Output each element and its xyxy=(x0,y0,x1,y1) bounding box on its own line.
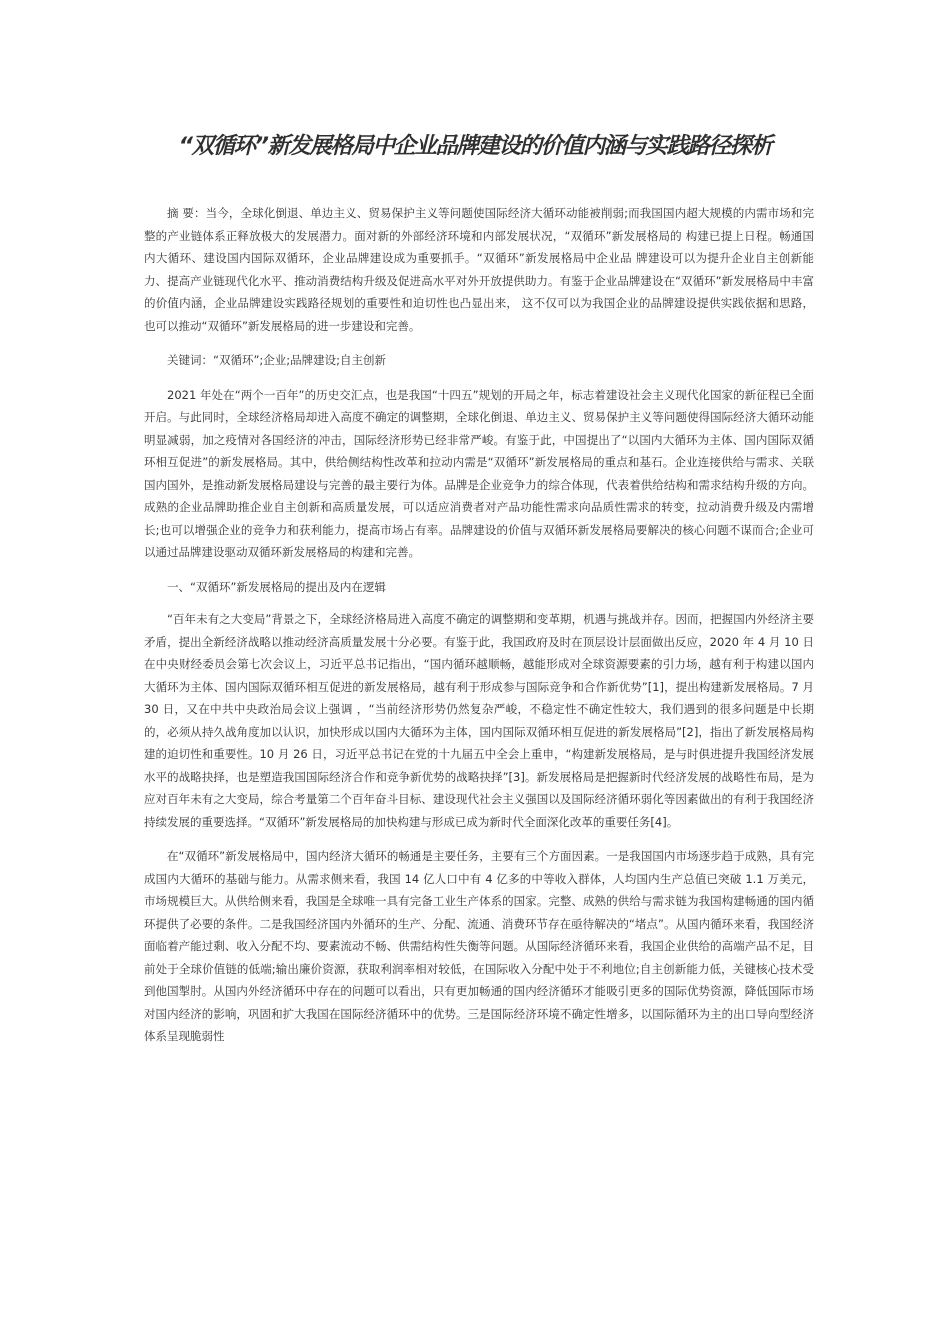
keywords-line: 关键词：“双循环”;企业;品牌建设;自主创新 xyxy=(167,353,387,367)
document-body xyxy=(144,202,814,1060)
section-heading-1: 一、“双循环”新发展格局的提出及内在逻辑 xyxy=(167,579,386,594)
section1-paragraph-1: “百年未有之大变局”背景之下，全球经济格局进入高度不确定的调整期和变革期，机遇与挑战并存。因而，把握国内外经济主要矛盾，提出全新经济战略以推动经济高质量发展十分必要。有鉴于此，我国政府及时在顶层设计层面做出反应，2020 年 4 月 10 日在中央财经委员会第七次会议上，习近平总书记指出，“国内循环越顺畅，越能形成对全球资源要素的引力场，越有利于构建以国内大循环为主体、国内国际双循环相互促进的新发展格局，越有利于形成参与国际竞争和合作新优势”[1]，提出构建新发展格局。7 月 30 日，又在中共中央政治局会议上强调 ，“当前经济形势仍然复杂严峻，不稳定性不确定性较大，我们遇到的很多问题是中长期的，必须从持久战角度加以认识，加快形成以国内大循环为主体，国内国际双循环相互促进的新发展格局”[2]，指出了新发展格局构建的迫切性和重要性。10 月 26 日，习近平总书记在党的十九届五中全会上重申，“构建新发展格局，是与时俱进提升我国经济发展水平的战略抉择，也是塑造我国国际经济合作和竞争新优势的战略抉择”[3]。新发展格局是把握新时代经济发展的战略性布局，是为应对百年未有之大变局，综合考量第二个百年奋斗目标、建设现代社会主义强国以及国际经济循环弱化等因素做出的有利于我国经济持续发展的重要选择。“双循环”新发展格局的加快构建与形成已成为新时代全面深化改革的重要任务[4]。 xyxy=(144,612,814,829)
intro-paragraph: 2021 年处在“两个一百年”的历史交汇点，也是我国“十四五”规划的开局之年，标志着建设社会主义现代化国家的新征程已全面开启。与此同时，全球经济格局却进入高度不确定的调整期，全球化倒退、单边主义、贸易保护主义等问题使得国际经济大循环动能明显减弱，加之疫情对各国经济的冲击，国际经济形势已经非常严峻。有鉴于此，中国提出了“以国内大循环为主体、国内国际双循环相互促进”的新发展格局。其中，供给侧结构性改革和拉动内需是“双循环”新发展格局的重点和基石。企业连接供给与需求、关联国内国外，是推动新发展格局建设与完善的最主要行为体。品牌是企业竞争力的综合体现，代表着供给结构和需求结构升级的方向。成熟的企业品牌助推企业自主创新和高质量发展，可以适应消费者对产品功能性需求向品质性需求的转变，拉动消费升级及内需增长;也可以增强企业的竞争力和获利能力，提高市场占有率。品牌建设的价值与双循环新发展格局要解决的核心问题不谋而合;企业可以通过品牌建设驱动双循环新发展格局的构建和完善。 xyxy=(144,387,814,559)
document-title: “双循环”新发展格局中企业品牌建设的价值内涵与实践路径探析 xyxy=(178,133,772,159)
section1-paragraph-2: 在“双循环”新发展格局中，国内经济大循环的畅通是主要任务，主要有三个方面因素。一是我国国内市场逐步趋于成熟，具有完成国内大循环的基础与能力。从需求侧来看，我国 14 亿人口中有 4 亿多的中等收入群体，人均国内生产总值已突破 1.1 万美元，市场规模巨大。从供给侧来看，我国是全球唯一具有完备工业生产体系的国家。完整、成熟的供给与需求链为我国构建畅通的国内循环提供了必要的条件。二是我国经济国内外循环的生产、分配、流通、消费环节存在亟待解决的“堵点”。从国内循环来看，我国经济面临着产能过剩、收入分配不均、要素流动不畅、供需结构性失衡等问题。从国际经济循环来看，我国企业供给的高端产品不足，目前处于全球价值链的低端;输出廉价资源，获取利润率相对较低，在国际收入分配中处于不利地位;自主创新能力低，关键核心技术受到他国掣肘。从国内外经济循环中存在的问题可以看出，只有更加畅通的国内经济循环才能吸引更多的国际优势资源，降低国际市场对国内经济的影响，巩固和扩大我国在国际经济循环中的优势。三是国际经济环境不确定性增多，以国际循环为主的出口导向型经济体系呈现脆弱性 xyxy=(144,849,814,1043)
abstract-paragraph: 摘 要：当今，全球化倒退、单边主义、贸易保护主义等问题使国际经济大循环动能被削弱;而我国国内超大规模的内需市场和完整的产业链体系正释放极大的发展潜力。面对新的外部经济环境和内部发展状况，“双循环”新发展格局的 构建已提上日程。畅通国内大循环、建设国内国际双循环，企业品牌建设成为重要抓手。“双循环”新发展格局中企业品 牌建设可以为提升企业自主创新能力、提高产业链现代化水平、推动消费结构升级及促进高水平对外开放提供助力。有鉴于企业品牌建设在“双循环”新发展格局中丰富的价值内涵，企业品牌建设实践路径规划的重要性和迫切性也凸显出来， 这不仅可以为我国企业的品牌建设提供实践依据和思路，也可以推动“双循环”新发展格局的进一步建设和完善。 xyxy=(144,206,814,333)
